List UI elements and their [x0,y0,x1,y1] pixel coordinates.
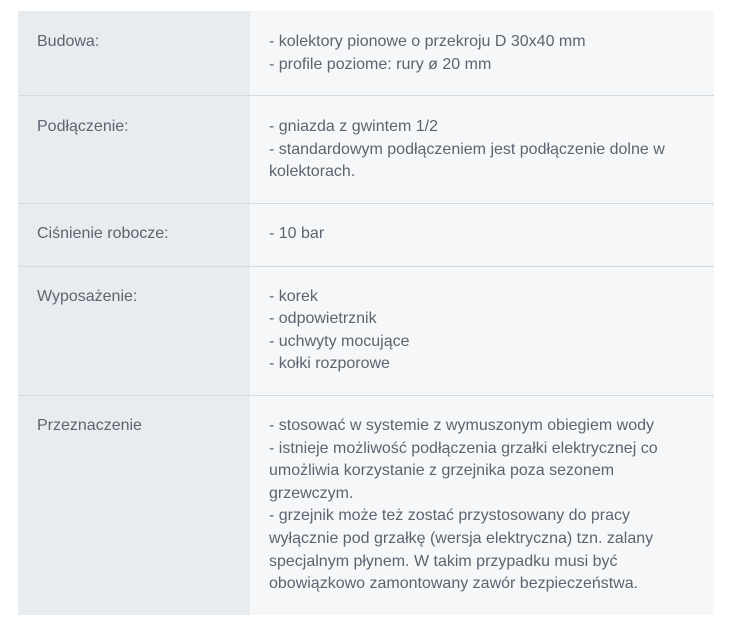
spec-value-line: - kolektory pionowe o przekroju D 30x40 mm [269,33,586,50]
spec-value-line: - grzejnik może też zostać przystosowany do pracy wyłącznie pod grzałkę (wersja elektryczna) tzn. zalany specjalnym płynem. W takim przypadku musi być obowiązkowo zamontowany zawór bezpieczeństwa. [269,507,654,593]
spec-value-line: - istnieje możliwość podłączenia grzałki elektrycznej co umożliwia korzystanie z grzejnika poza sezonem grzewczym. [269,439,658,502]
spec-value-line: - uchwyty mocujące [269,332,410,350]
spec-label: Wyposażenie: [18,266,250,395]
spec-row-cisnienie-robocze [18,203,714,266]
spec-value [250,11,714,96]
spec-value-line: - standardowym podłączeniem jest podłączenie dolne w kolektorach. [269,140,665,181]
spec-value-line: - profile poziome: rury ø 20 mm [269,55,492,73]
spec-value [250,203,714,266]
spec-row-przeznaczenie [18,395,714,614]
spec-value-line: - korek [269,287,318,305]
spec-value-line: - odpowietrznik [269,310,377,328]
spec-label: Budowa: [18,11,250,96]
specification-table [18,11,714,615]
spec-value-line: - 10 bar [269,224,325,242]
spec-value [250,266,714,395]
spec-row-wyposazenie [18,266,714,395]
spec-value [250,96,714,204]
spec-value-line: - kołki rozporowe [269,355,390,373]
spec-row-podlaczenie [18,96,714,204]
spec-label: Przeznaczenie [18,395,250,614]
spec-label: Podłączenie: [18,96,250,204]
spec-value-line: - stosować w systemie z wymuszonym obiegiem wody [269,416,655,434]
spec-row-budowa [18,11,714,96]
spec-value [250,395,714,614]
spec-value-line: - gniazda z gwintem 1/2 [269,118,438,136]
spec-label: Ciśnienie robocze: [18,203,250,266]
